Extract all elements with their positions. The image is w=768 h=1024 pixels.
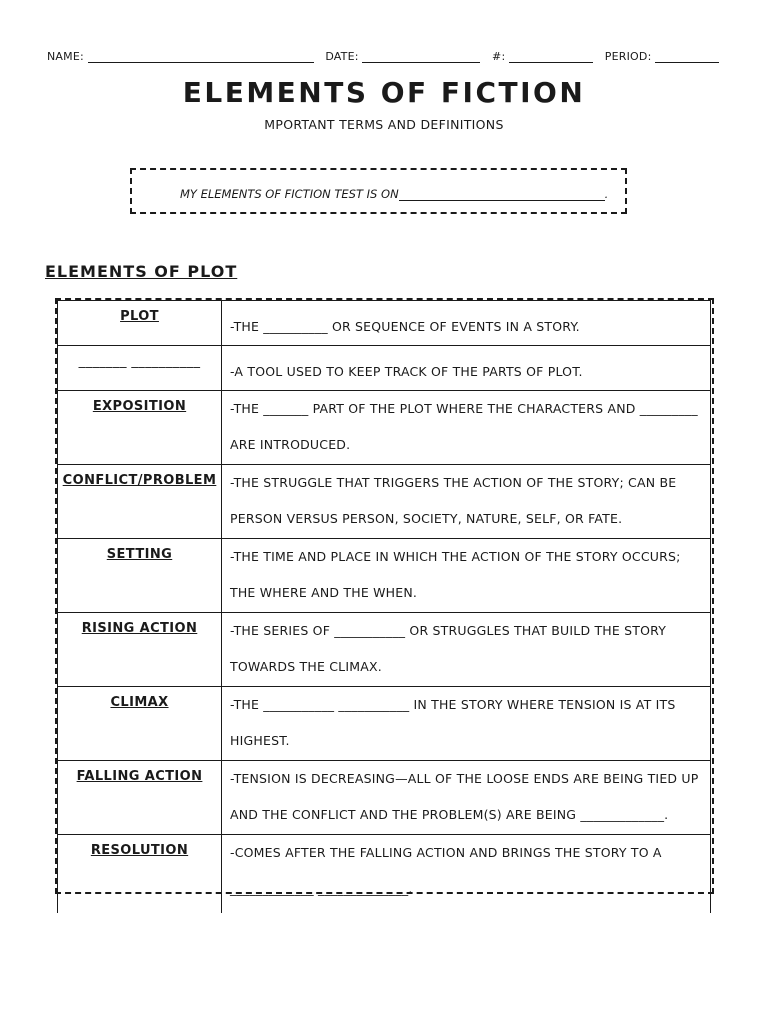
- plot-terms-table-frame: [55, 298, 714, 894]
- period-field[interactable]: [655, 51, 719, 63]
- table-row: [58, 835, 711, 913]
- term-cell: CONFLICT/PROBLEM: [58, 465, 222, 539]
- term-cell: RISING ACTION: [58, 613, 222, 687]
- date-field[interactable]: [362, 51, 480, 63]
- header-line: [47, 50, 707, 68]
- term-cell: RESOLUTION: [58, 835, 222, 913]
- number-field[interactable]: [509, 51, 593, 63]
- table-row: [58, 613, 711, 687]
- definition-cell: -THE SERIES OF ___________ OR STRUGGLES THAT BUILD THE STORY TOWARDS THE CLIMAX.: [222, 613, 711, 687]
- section-title: ELEMENTS OF PLOT: [45, 262, 238, 281]
- term-cell: SETTING: [58, 539, 222, 613]
- term-cell: CLIMAX: [58, 687, 222, 761]
- table-row: [58, 687, 711, 761]
- page-subtitle: MPORTANT TERMS AND DEFINITIONS: [264, 117, 504, 132]
- date-label: DATE:: [325, 50, 359, 63]
- definition-cell: -THE STRUGGLE THAT TRIGGERS THE ACTION OF THE STORY; CAN BE PERSON VERSUS PERSON, SOCIETY, NATURE, SELF, OR FATE.: [222, 465, 711, 539]
- term-cell: PLOT: [58, 301, 222, 346]
- definition-cell: -COMES AFTER THE FALLING ACTION AND BRINGS THE STORY TO A _____________ ______________.: [222, 835, 711, 913]
- plot-terms-table: [57, 300, 711, 913]
- definition-cell: -THE ___________ ___________ IN THE STORY WHERE TENSION IS AT ITS HIGHEST.: [222, 687, 711, 761]
- definition-cell: -TENSION IS DECREASING—ALL OF THE LOOSE ENDS ARE BEING TIED UP AND THE CONFLICT AND THE PROBLEM(S) ARE BEING _____________.: [222, 761, 711, 835]
- number-label: #:: [492, 50, 506, 63]
- test-date-label: MY ELEMENTS OF FICTION TEST IS ON: [180, 187, 399, 201]
- page-title: ELEMENTS OF FICTION: [182, 76, 586, 109]
- term-cell: FALLING ACTION: [58, 761, 222, 835]
- table-row: [58, 391, 711, 465]
- definition-cell: -THE TIME AND PLACE IN WHICH THE ACTION OF THE STORY OCCURS; THE WHERE AND THE WHEN.: [222, 539, 711, 613]
- definition-cell: -THE _______ PART OF THE PLOT WHERE THE CHARACTERS AND _________ ARE INTRODUCED.: [222, 391, 711, 465]
- table-row: [58, 465, 711, 539]
- table-row: [58, 539, 711, 613]
- test-date-line: MY ELEMENTS OF FICTION TEST IS ON .: [180, 187, 609, 201]
- test-date-box: [130, 168, 627, 214]
- period-label: PERIOD:: [604, 50, 652, 63]
- term-cell: EXPOSITION: [58, 391, 222, 465]
- term-cell[interactable]: _______ __________: [58, 346, 222, 391]
- name-field[interactable]: [88, 51, 314, 63]
- table-row: [58, 301, 711, 346]
- name-label: NAME:: [47, 50, 84, 63]
- definition-cell: -THE __________ OR SEQUENCE OF EVENTS IN A STORY.: [222, 301, 711, 346]
- table-row: [58, 761, 711, 835]
- table-row: [58, 346, 711, 391]
- test-date-field[interactable]: [399, 190, 605, 201]
- definition-cell: -A TOOL USED TO KEEP TRACK OF THE PARTS OF PLOT.: [222, 346, 711, 391]
